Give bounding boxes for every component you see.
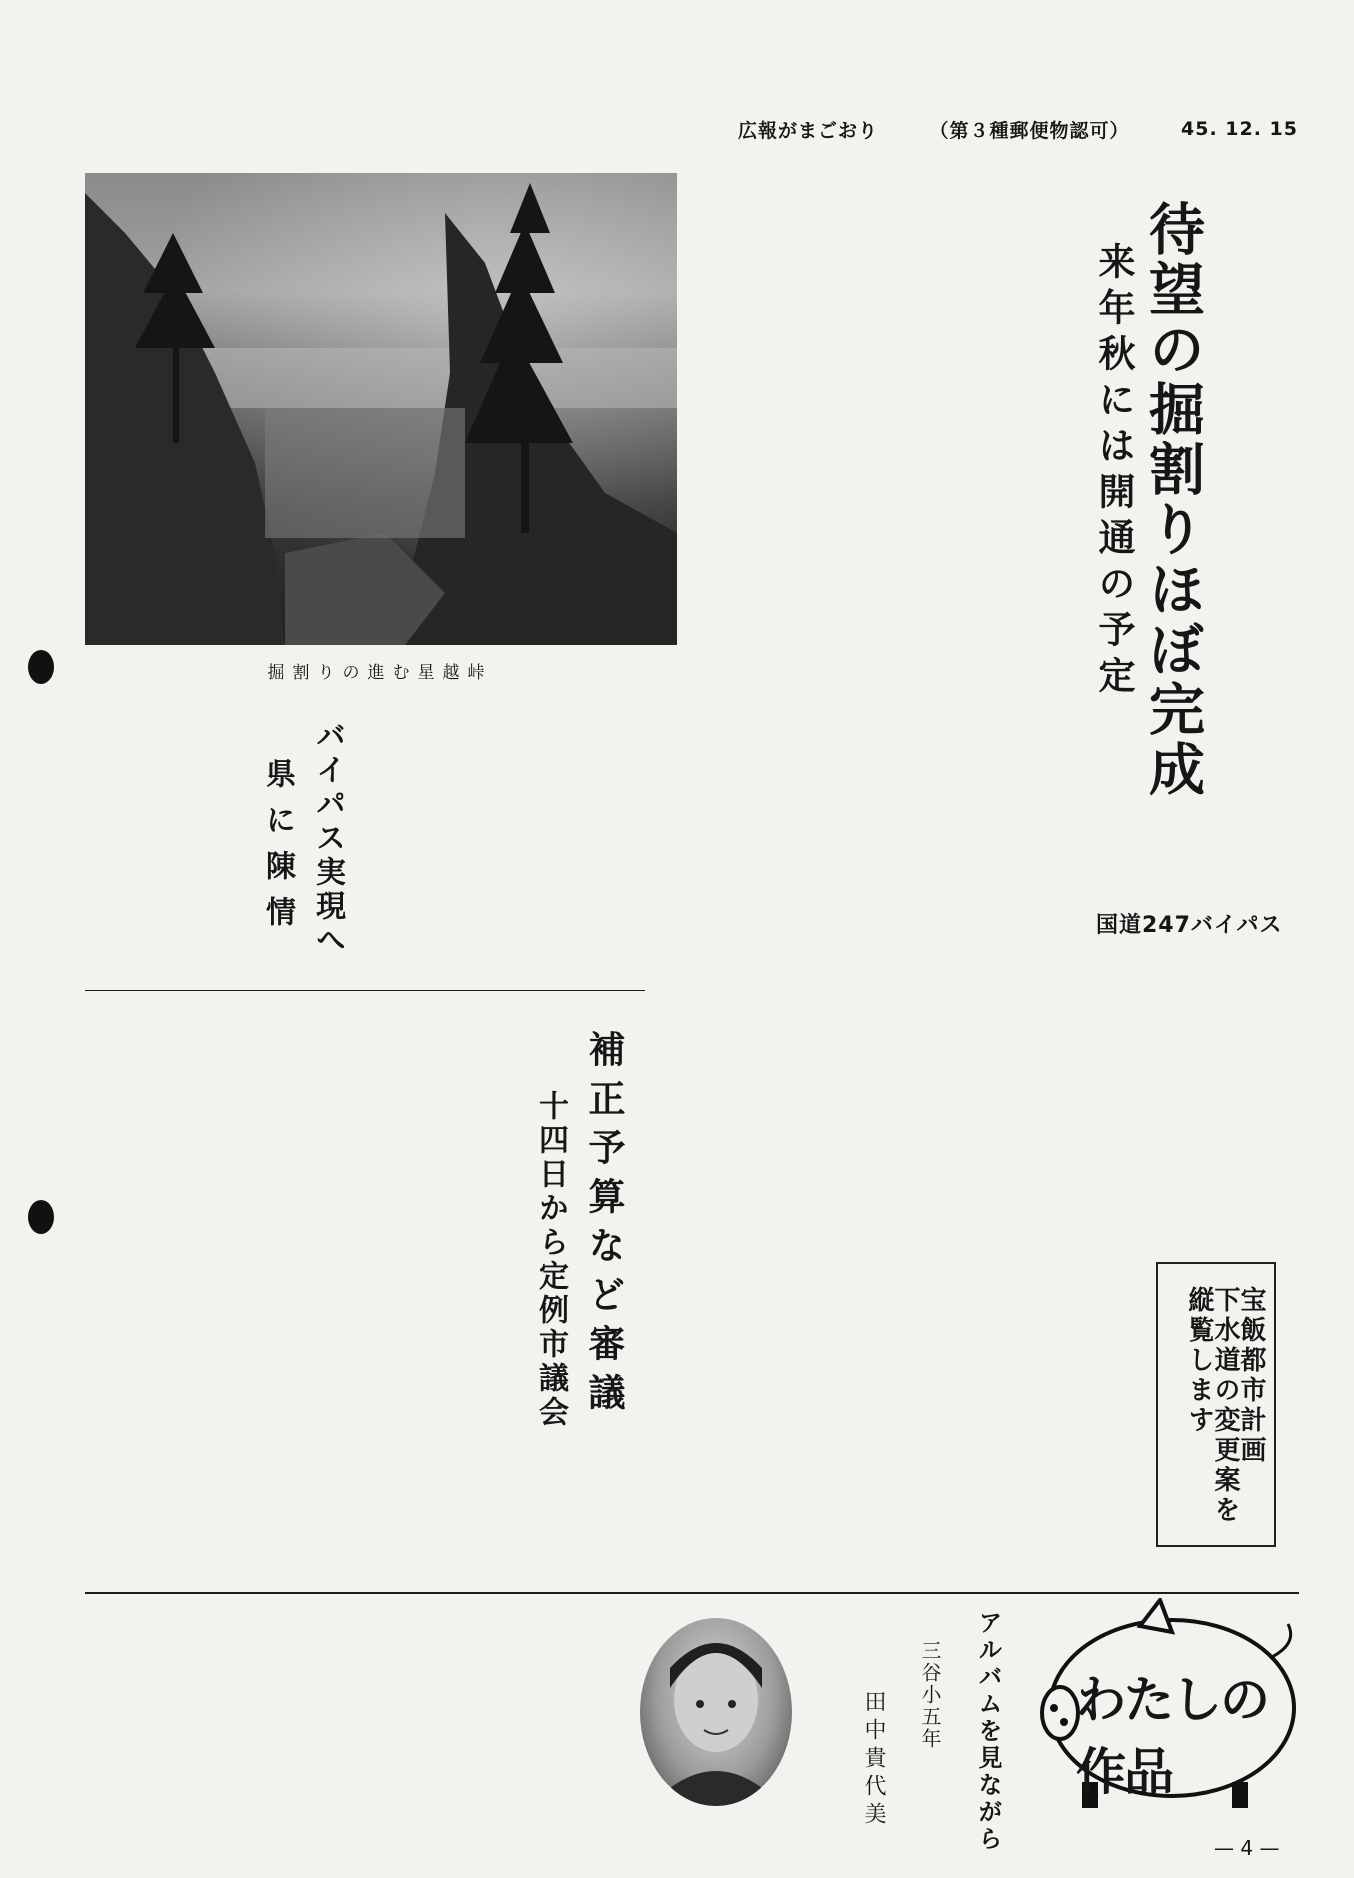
- text-column: [205, 1605, 221, 1860]
- author-portrait: [640, 1618, 792, 1806]
- text-column: [106, 1000, 119, 1575]
- photo-caption: 掘割りの進む星越峠: [267, 663, 493, 683]
- text-column: [535, 700, 539, 980]
- text-column: [469, 1000, 482, 1575]
- text-column: [470, 1605, 486, 1860]
- text-column: [857, 700, 867, 980]
- text-column: [1039, 700, 1049, 980]
- essay-author-name: 田中貴代美: [861, 1690, 886, 1830]
- publication-title: 広報がまごおり: [738, 119, 879, 142]
- text-column: [948, 700, 958, 980]
- text-column: [819, 172, 827, 652]
- text-column: [706, 172, 714, 652]
- text-column: [754, 172, 762, 652]
- text-column: [1091, 995, 1116, 1570]
- text-column: [851, 172, 859, 652]
- text-column: [426, 1000, 439, 1575]
- text-column: [121, 720, 131, 990]
- text-column: [896, 995, 921, 1570]
- page-number: — 4 —: [1214, 1836, 1280, 1860]
- text-column: [254, 1605, 270, 1860]
- text-column: [640, 700, 650, 980]
- text-column: [831, 995, 856, 1570]
- text-column: [170, 1000, 183, 1575]
- text-column: [350, 1605, 366, 1860]
- petition-article-continuation: [358, 700, 633, 980]
- text-column: [570, 700, 574, 980]
- text-column: [900, 172, 908, 652]
- sewer-notice-box: [1156, 1262, 1276, 1547]
- pig-mascot-logo: [1022, 1598, 1302, 1813]
- text-column: [358, 700, 362, 980]
- text-column: [192, 720, 202, 990]
- text-column: [930, 700, 940, 980]
- text-column: [1002, 700, 1012, 980]
- text-column: [417, 700, 421, 980]
- text-column: [374, 1605, 390, 1860]
- text-column: [192, 1000, 205, 1575]
- text-column: [405, 700, 409, 980]
- text-column: [448, 1000, 461, 1575]
- text-column: [668, 995, 693, 1570]
- bypass-article-block1: [690, 172, 1085, 652]
- text-column: [694, 700, 704, 980]
- text-column: [1061, 172, 1069, 652]
- text-column: [128, 1000, 141, 1575]
- text-column: [964, 172, 972, 652]
- text-column: [821, 700, 831, 980]
- text-column: [701, 995, 726, 1570]
- text-column: [722, 172, 730, 652]
- text-column: [932, 172, 940, 652]
- council-subtitle: 十四日から定例市議会: [533, 1090, 568, 1430]
- text-column: [302, 1605, 318, 1860]
- text-column: [149, 1000, 162, 1575]
- text-column: [109, 1605, 125, 1860]
- text-column: [256, 1000, 269, 1575]
- text-column: [103, 720, 113, 990]
- series-title: わたしの作品: [1076, 1671, 1268, 1801]
- text-column: [984, 700, 994, 980]
- text-column: [234, 1000, 247, 1575]
- text-column: [511, 700, 515, 980]
- text-column: [733, 995, 758, 1570]
- text-column: [1026, 995, 1051, 1570]
- text-column: [452, 700, 456, 980]
- divider-left: [85, 990, 645, 991]
- text-column: [85, 720, 95, 990]
- essay-title: アルバムを見ながら: [974, 1610, 1002, 1853]
- text-column: [863, 995, 888, 1570]
- text-column: [362, 1000, 375, 1575]
- text-column: [690, 172, 698, 652]
- text-column: [948, 172, 956, 652]
- text-column: [446, 1605, 462, 1860]
- text-column: [566, 1605, 582, 1860]
- text-column: [1045, 172, 1053, 652]
- text-column: [156, 720, 166, 990]
- text-column: [393, 700, 397, 980]
- text-column: [157, 1605, 173, 1860]
- text-column: [839, 700, 849, 980]
- text-column: [617, 700, 621, 980]
- text-column: [405, 1000, 418, 1575]
- text-column: [894, 700, 904, 980]
- text-column: [594, 700, 598, 980]
- council-article-body: [85, 1000, 525, 1575]
- text-column: [912, 700, 922, 980]
- text-column: [766, 995, 791, 1570]
- text-column: [1075, 700, 1085, 980]
- text-column: [606, 700, 610, 980]
- binder-hole-mark: [28, 650, 54, 684]
- text-column: [1077, 172, 1085, 652]
- text-column: [490, 1000, 503, 1575]
- text-column: [210, 720, 220, 990]
- text-column: [518, 1605, 534, 1860]
- text-column: [961, 995, 986, 1570]
- text-column: [85, 1605, 101, 1860]
- text-column: [488, 700, 492, 980]
- petition-subtitle: 県に陳情: [260, 758, 295, 942]
- text-column: [494, 1605, 510, 1860]
- text-column: [326, 1605, 342, 1860]
- bypass-article-block2: [640, 700, 1085, 980]
- text-column: [245, 720, 255, 990]
- text-column: [590, 1605, 606, 1860]
- text-column: [558, 700, 562, 980]
- text-column: [883, 172, 891, 652]
- petition-title: バイパス実現へ: [310, 720, 345, 958]
- text-column: [499, 700, 503, 980]
- text-column: [749, 700, 759, 980]
- text-column: [867, 172, 875, 652]
- binder-hole-mark: [28, 1200, 54, 1234]
- essay-body: [85, 1605, 630, 1860]
- text-column: [1029, 172, 1037, 652]
- text-column: [658, 700, 668, 980]
- text-column: [523, 700, 527, 980]
- text-column: [614, 1605, 630, 1860]
- text-column: [928, 995, 953, 1570]
- postal-permit: （第３種郵便物認可）: [929, 119, 1130, 142]
- issue-date: 45. 12. 15: [1181, 118, 1298, 140]
- text-column: [731, 700, 741, 980]
- text-column: [771, 172, 779, 652]
- text-column: [876, 700, 886, 980]
- text-column: [341, 1000, 354, 1575]
- text-column: [298, 1000, 311, 1575]
- text-column: [676, 700, 686, 980]
- text-column: [1057, 700, 1067, 980]
- text-column: [174, 720, 184, 990]
- petition-article-body: [85, 720, 255, 990]
- main-subheadline: 来年秋には開通の予定: [1092, 242, 1135, 702]
- text-column: [996, 172, 1004, 652]
- text-column: [1058, 995, 1083, 1570]
- sewer-notice-title: 宝飯都市計画 下水道の変更案を 縦覧します: [1184, 1286, 1266, 1526]
- text-column: [785, 700, 795, 980]
- text-column: [542, 1605, 558, 1860]
- text-column: [429, 700, 433, 980]
- main-headline: 待望の掘割りほぼ完成: [1140, 200, 1205, 800]
- text-column: [1021, 700, 1031, 980]
- text-column: [381, 700, 385, 980]
- text-column: [422, 1605, 438, 1860]
- text-column: [181, 1605, 197, 1860]
- text-column: [1123, 995, 1148, 1570]
- text-column: [712, 700, 722, 980]
- text-column: [384, 1000, 397, 1575]
- text-column: [370, 700, 374, 980]
- text-column: [398, 1605, 414, 1860]
- text-column: [277, 1000, 290, 1575]
- text-column: [582, 700, 586, 980]
- text-column: [85, 1000, 98, 1575]
- text-column: [798, 995, 823, 1570]
- text-column: [629, 700, 633, 980]
- text-column: [440, 700, 444, 980]
- essay-author-school: 三谷小五年: [918, 1640, 942, 1750]
- text-column: [138, 720, 148, 990]
- text-column: [738, 172, 746, 652]
- text-column: [227, 720, 237, 990]
- text-column: [278, 1605, 294, 1860]
- page-header: [738, 112, 1298, 146]
- text-column: [229, 1605, 245, 1860]
- council-title: 補正予算など審議: [582, 1030, 625, 1422]
- text-column: [803, 700, 813, 980]
- text-column: [787, 172, 795, 652]
- text-column: [133, 1605, 149, 1860]
- hoshigoe-pass-photo: [85, 173, 677, 645]
- text-column: [464, 700, 468, 980]
- text-column: [966, 700, 976, 980]
- text-column: [993, 995, 1018, 1570]
- text-column: [916, 172, 924, 652]
- route-tag: 国道247バイパス: [1096, 913, 1283, 938]
- text-column: [803, 172, 811, 652]
- text-column: [1012, 172, 1020, 652]
- text-column: [980, 172, 988, 652]
- divider-bottom: [85, 1592, 1299, 1594]
- text-column: [476, 700, 480, 980]
- text-column: [835, 172, 843, 652]
- text-column: [213, 1000, 226, 1575]
- text-column: [320, 1000, 333, 1575]
- sewer-notice-body: [668, 995, 1148, 1570]
- text-column: [512, 1000, 525, 1575]
- text-column: [547, 700, 551, 980]
- text-column: [767, 700, 777, 980]
